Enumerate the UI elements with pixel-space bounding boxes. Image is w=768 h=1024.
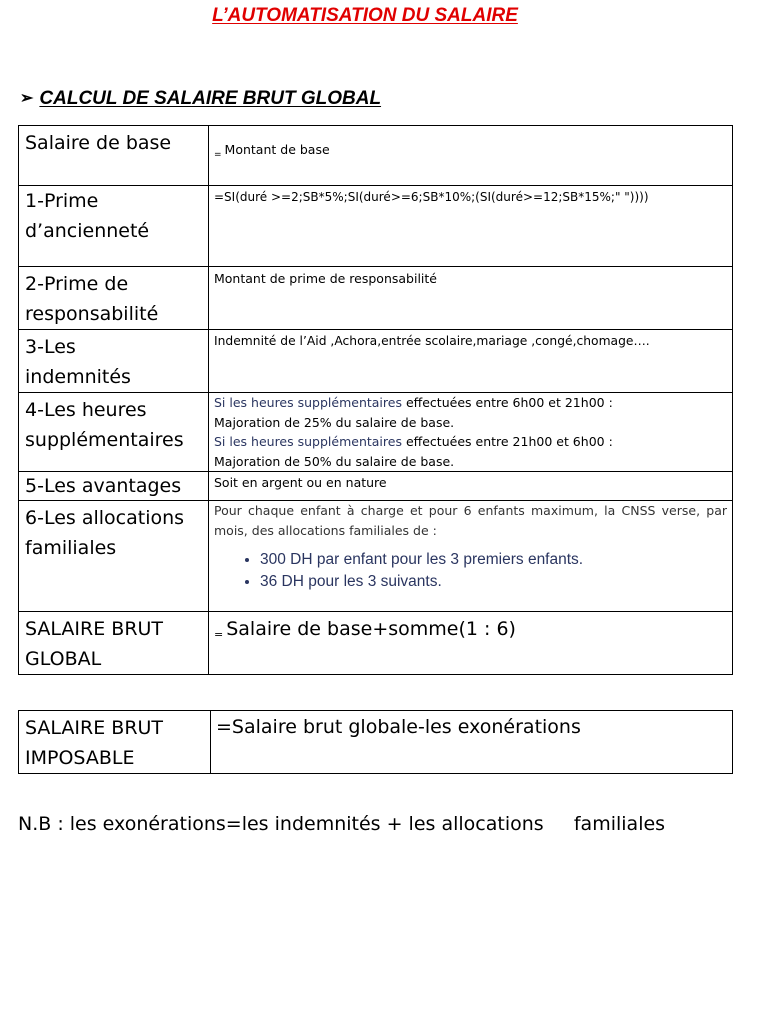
row-value — [209, 472, 733, 501]
table-row — [19, 267, 733, 330]
label-line: GLOBAL — [25, 648, 102, 670]
value-text: Soit en argent ou en nature — [214, 475, 387, 490]
row-label — [19, 186, 209, 267]
value-line — [214, 452, 727, 472]
table-row — [19, 612, 733, 675]
value-text: Si les heures supplémentaires — [214, 434, 402, 449]
label-line: 6-Les allocations — [25, 507, 185, 529]
value-text: Montant de base — [224, 142, 330, 157]
value-text: Si les heures supplémentaires — [214, 395, 402, 410]
document-title: L’AUTOMATISATION DU SALAIRE — [212, 5, 518, 26]
label-line: indemnités — [25, 366, 131, 388]
value-text: effectuées entre 6h00 et 21h00 : — [401, 395, 613, 410]
row-label — [19, 330, 209, 393]
equals-sign: = — [214, 628, 224, 641]
row-value — [209, 612, 733, 675]
label-text: Salaire de base — [25, 132, 172, 154]
value-text: Montant de prime de responsabilité — [214, 271, 437, 286]
row-label — [19, 126, 209, 186]
label-text: 5-Les avantages — [25, 475, 182, 497]
label-line: SALAIRE BRUT — [25, 717, 164, 739]
row-label — [19, 711, 211, 774]
value-text: Majoration de 50% du salaire de base. — [214, 453, 455, 469]
row-value — [209, 186, 733, 267]
value-text: effectuées entre 21h00 et 6h00 : — [401, 434, 613, 449]
row-label — [19, 393, 209, 472]
row-label — [19, 472, 209, 501]
list-item: • 36 DH pour les 3 suivants. — [260, 571, 727, 593]
label-line: SALAIRE BRUT — [25, 618, 164, 640]
value-line — [214, 432, 727, 452]
table-row — [19, 501, 733, 612]
value-text: Salaire de base+somme(1 : 6) — [226, 618, 516, 640]
label-line: familiales — [25, 537, 117, 559]
label-line: IMPOSABLE — [25, 747, 135, 769]
row-value — [209, 501, 733, 612]
value-text: Majoration de 25% du salaire de base. — [214, 414, 455, 430]
row-value — [209, 126, 733, 186]
value-text: Pour chaque enfant à charge et pour 6 enfants maximum, la CNSS verse, par mois, des allocations familiales de : — [214, 503, 727, 538]
list-item: • 300 DH par enfant pour les 3 premiers enfants. — [260, 549, 727, 571]
row-value — [211, 711, 733, 774]
note-text: N.B : les exonérations=les indemnités + les allocations familiales — [18, 813, 666, 835]
formula-text: =SI(duré >=2;SB*5%;SI(duré>=6;SB*10%;(SI(duré>=12;SB*15%;" ")))) — [214, 190, 649, 204]
table-row — [19, 711, 733, 774]
label-line: supplémentaires — [25, 429, 184, 451]
table-row — [19, 472, 733, 501]
label-line: 1-Prime — [25, 190, 99, 212]
table-row — [19, 126, 733, 186]
table-row — [19, 330, 733, 393]
label-line: d’ancienneté — [25, 220, 150, 242]
row-value — [209, 393, 733, 472]
row-value — [209, 330, 733, 393]
label-line: 3-Les — [25, 336, 76, 358]
label-line: 4-Les heures — [25, 399, 147, 421]
table-row — [19, 186, 733, 267]
section-heading — [20, 88, 381, 110]
section-heading-text: CALCUL DE SALAIRE BRUT GLOBAL — [39, 88, 382, 109]
row-label — [19, 501, 209, 612]
row-label — [19, 612, 209, 675]
row-label — [19, 267, 209, 330]
arrow-bullet-icon: ➢ — [20, 90, 34, 107]
label-line: 2-Prime de — [25, 273, 129, 295]
salary-table — [18, 125, 733, 675]
row-value — [209, 267, 733, 330]
value-line — [214, 413, 727, 433]
equals-sign: = — [214, 150, 222, 160]
allocation-list — [214, 549, 727, 593]
value-text: =Salaire brut globale-les exonérations — [216, 716, 581, 738]
value-text: Indemnité de l’Aid ,Achora,entrée scolaire,mariage ,congé,chomage…. — [214, 334, 650, 348]
taxable-salary-table — [18, 710, 733, 774]
table-row — [19, 393, 733, 472]
value-line — [214, 393, 727, 413]
label-line: responsabilité — [25, 303, 159, 325]
